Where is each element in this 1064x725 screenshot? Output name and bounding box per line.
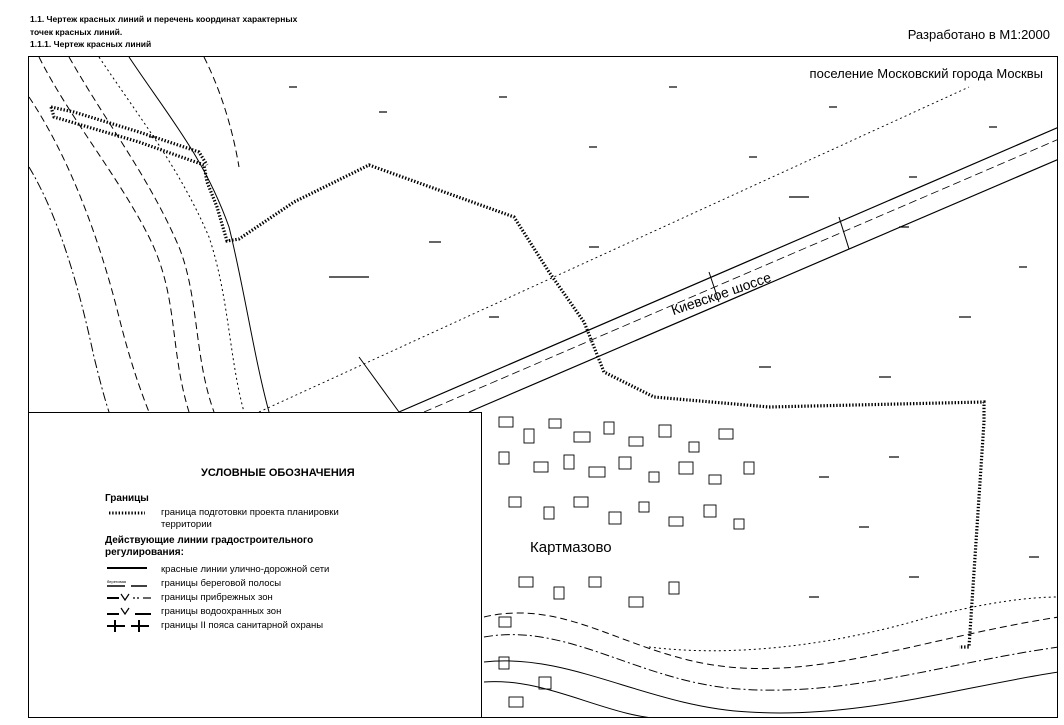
legend-item-label: красные линии улично-дорожной сети [161,564,330,575]
header-line-2: точек красных линий. [30,26,123,37]
road-label: Киевское шоссе [669,268,774,319]
legend-panel [29,412,482,717]
shore-strip-line-icon [105,578,155,590]
sheet-header [30,13,297,51]
settlement-label: поселение Московский города Москвы [809,66,1043,81]
water-protection-line-icon [105,606,155,618]
legend-item-label: границы береговой полосы [161,578,282,589]
header-line-1: 1.1. Чертеж красных линий и перечень координат характерных [30,14,298,24]
highway-lines [259,87,1058,412]
coastal-zone-line-icon [105,592,155,604]
dotted-boundary-icon [105,507,155,519]
contour-lines [29,57,269,412]
legend-item-label: границы водоохранных зон [161,606,282,617]
header-line-3: 1.1.1. Чертеж красных линий [30,39,152,49]
legend-item-label: граница подготовки проекта планировки территории [161,507,339,530]
shore-symbol-caption: береговая [107,579,126,584]
legend-item-label: границы прибрежных зон [161,592,273,603]
village-label: Картмазово [530,539,612,556]
red-line-icon [105,564,155,576]
scale-note: Разработано в М1:2000 [907,27,1050,42]
legend-section-lines: Действующие линии градостроительного регулирования: [105,535,314,558]
river-contours [484,597,1058,718]
map-frame [28,56,1058,718]
legend-section-borders: Границы [105,493,149,504]
legend-item-label: границы II пояса санитарной охраны [161,620,324,631]
legend-title: УСЛОВНЫЕ ОБОЗНАЧЕНИЯ [201,467,355,479]
sanitary-zone-line-icon [105,620,155,632]
